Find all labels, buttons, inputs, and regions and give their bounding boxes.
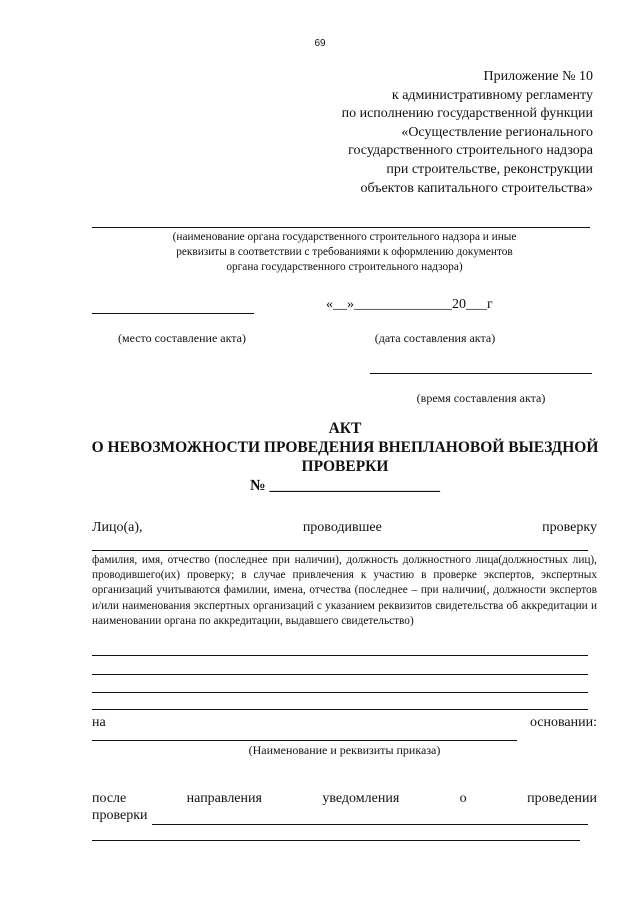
- organ-caption: [92, 230, 597, 275]
- title-line: ПРОВЕРКИ: [301, 458, 389, 475]
- after-row: [92, 791, 597, 807]
- title-line: АКТ: [328, 420, 362, 437]
- after-row-word: после: [92, 791, 127, 806]
- appendix-line: «Осуществление регионального: [401, 124, 593, 140]
- act-title: [85, 419, 605, 495]
- basis-row-word: на: [92, 715, 106, 730]
- time-caption: (время составления акта): [416, 391, 546, 405]
- after-row-word: направления: [186, 791, 262, 806]
- organ-name-line[interactable]: [92, 227, 590, 228]
- title-line: О НЕВОЗМОЖНОСТИ ПРОВЕДЕНИЯ ВНЕПЛАНОВОЙ ВЫЕЗДНОЙ: [91, 439, 599, 456]
- person-line[interactable]: [92, 550, 588, 551]
- check-label: проверки: [92, 808, 148, 823]
- basis-row: [92, 715, 597, 731]
- place-caption: (место составление акта): [118, 331, 246, 345]
- time-line[interactable]: [370, 373, 592, 374]
- appendix-line: Приложение № 10: [483, 69, 593, 84]
- place-line[interactable]: [92, 313, 254, 314]
- appendix-line: объектов капитального строительства»: [360, 180, 593, 196]
- appendix-header: [342, 68, 593, 198]
- person-row-word: Лицо(а),: [92, 520, 143, 535]
- basis-row-word: основании:: [529, 715, 597, 730]
- person-row-word: проверку: [542, 520, 597, 535]
- order-line[interactable]: [92, 740, 517, 741]
- appendix-line: при строительстве, реконструкции: [386, 161, 593, 177]
- act-number[interactable]: № ______________________: [250, 477, 440, 494]
- after-row-word: проведении: [527, 791, 597, 806]
- blank-line-4[interactable]: [92, 709, 588, 710]
- after-row-word: о: [459, 791, 467, 806]
- organ-caption-line: реквизиты в соответствии с требованиями к оформлению документов: [176, 246, 513, 258]
- date-caption: (дата составления акта): [374, 331, 496, 345]
- blank-line-1[interactable]: [92, 655, 588, 656]
- appendix-line: к административному регламенту: [391, 87, 593, 103]
- check-line-2[interactable]: [92, 840, 580, 841]
- order-caption: (Наименование и реквизиты приказа): [248, 743, 441, 757]
- person-caption: фамилия, имя, отчество (последнее при наличии), должность должностного лица(должностных лиц), проводившего(их) проверку; в случае привлечения к участию в проверке экспертов, экспертных организаций учитываются фамилии, имена, отчества (последнее – при наличии(, должности экспертов и/или наименования экспертных организаций с указанием реквизитов свидетельства об аккредитации и наименовании органа по аккредитации, выдавшего свидетельство): [92, 554, 597, 627]
- appendix-line: по исполнению государственной функции: [341, 106, 593, 122]
- person-row: [92, 520, 597, 536]
- date-field[interactable]: «__»______________20___г: [326, 297, 493, 312]
- person-row-word: проводившее: [302, 520, 382, 535]
- organ-caption-line: (наименование органа государственного строительного надзора и иные: [172, 231, 517, 243]
- organ-caption-line: органа государственного строительного надзора): [226, 261, 463, 273]
- check-line[interactable]: [152, 824, 588, 825]
- appendix-line: государственного строительного надзора: [348, 143, 593, 159]
- after-row-word: уведомления: [322, 791, 400, 806]
- page-number: 69: [314, 38, 326, 49]
- blank-line-3[interactable]: [92, 692, 588, 693]
- blank-line-2[interactable]: [92, 674, 588, 675]
